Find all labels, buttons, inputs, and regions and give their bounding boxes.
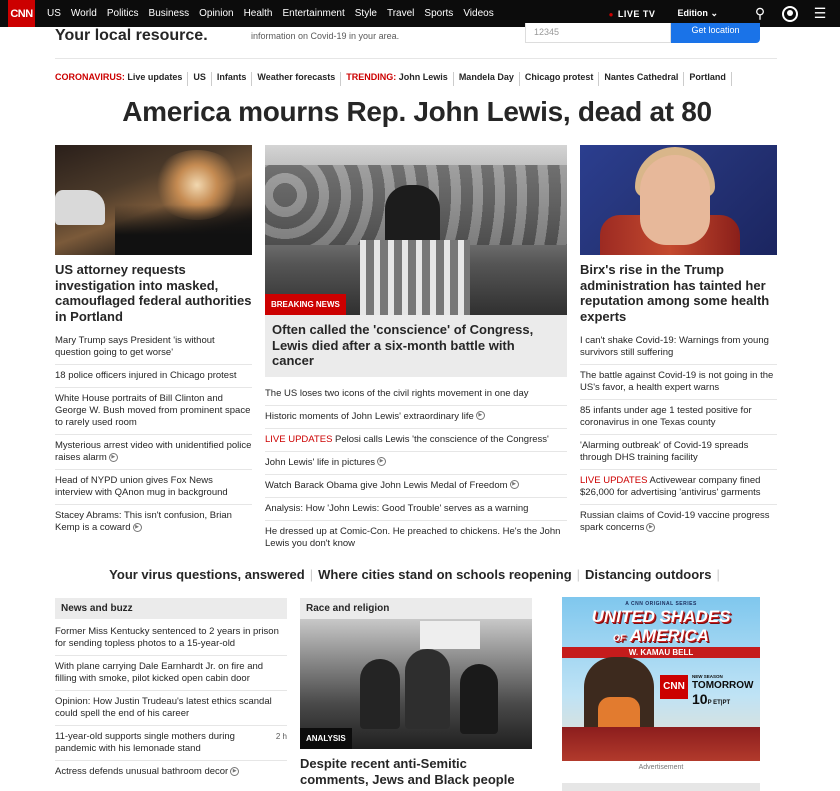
ad-time-suffix: P ET|PT bbox=[707, 700, 731, 706]
search-icon[interactable]: ⚲ bbox=[754, 5, 766, 21]
video-play-icon: ▶ bbox=[476, 411, 485, 420]
advertisement-label: Advertisement bbox=[638, 764, 684, 771]
ad-show-title bbox=[562, 607, 760, 648]
video-play-icon: ▶ bbox=[377, 457, 386, 466]
trend-weather[interactable]: Weather forecasts bbox=[252, 72, 341, 86]
ad-title-line1: UNITED SHADES bbox=[591, 607, 731, 626]
nav-link-us[interactable]: US bbox=[47, 8, 61, 19]
right-lead-title[interactable]: Birx's rise in the Trump administration has tainted her reputation among some health experts bbox=[580, 262, 770, 324]
list-item[interactable]: With plane carrying Dale Earnhardt Jr. on fire and filling with smoke, pilot kicked open cabin door bbox=[55, 655, 287, 690]
list-item[interactable]: 18 police officers injured in Chicago protest bbox=[55, 364, 252, 387]
trend-portland[interactable]: Portland bbox=[684, 72, 732, 86]
live-tv-link[interactable] bbox=[609, 9, 656, 19]
get-location-button[interactable]: Get location bbox=[671, 23, 760, 43]
local-resource-bar bbox=[55, 27, 777, 59]
right-column bbox=[580, 145, 777, 539]
mid-list bbox=[265, 385, 567, 555]
mid-feature-box bbox=[265, 315, 567, 377]
breaking-news-badge: BREAKING NEWS bbox=[265, 294, 346, 315]
list-item[interactable] bbox=[55, 760, 287, 783]
list-item[interactable]: The US loses two icons of the civil rights movement in one day bbox=[265, 387, 529, 399]
edition-selector[interactable] bbox=[677, 8, 718, 19]
nav-link-business[interactable]: Business bbox=[148, 8, 190, 19]
list-item[interactable]: Analysis: How 'John Lewis: Good Trouble' serves as a warning bbox=[265, 497, 567, 520]
ad-time-hour: 10 bbox=[692, 691, 708, 707]
list-item[interactable]: 'Alarming outbreak' of Covid-19 spreads through DHS training facility bbox=[580, 434, 777, 469]
middle-column bbox=[265, 145, 567, 555]
ad-new-season: NEW SEASON bbox=[692, 674, 723, 679]
ad-title-line2: OF bbox=[613, 633, 626, 643]
left-column bbox=[55, 145, 252, 539]
list-item[interactable]: I can't shake Covid-19: Warnings from young survivors still suffering bbox=[580, 335, 769, 358]
ad-tomorrow: TOMORROW bbox=[692, 680, 754, 691]
coronavirus-item: Live updates bbox=[127, 72, 183, 82]
list-item[interactable]: The battle against Covid-19 is not going in the US's favor, a health expert warns bbox=[580, 364, 777, 399]
user-account-icon[interactable] bbox=[782, 6, 798, 22]
list-item-text: Russian claims of Covid-19 vaccine progress spark concerns bbox=[580, 510, 770, 533]
trend-chicago[interactable]: Chicago protest bbox=[520, 72, 600, 86]
nav-link-world[interactable]: World bbox=[70, 8, 97, 19]
question-link[interactable]: Your virus questions, answered bbox=[109, 567, 305, 582]
separator: | bbox=[576, 567, 581, 582]
news-buzz-list bbox=[55, 623, 287, 783]
list-item-text: Mysterious arrest video with unidentified police raises alarm bbox=[55, 440, 252, 463]
john-lewis-image[interactable] bbox=[265, 145, 567, 315]
list-item[interactable]: Head of NYPD union gives Fox News interview with QAnon mug in background bbox=[55, 469, 252, 504]
trend-mandela[interactable]: Mandela Day bbox=[454, 72, 520, 86]
chevron-down-icon: ⌄ bbox=[710, 8, 718, 18]
trending-label: TRENDING: bbox=[346, 72, 397, 82]
mid-lead-title[interactable]: Often called the 'conscience' of Congress, Lewis died after a six-month battle with cancer bbox=[272, 322, 534, 368]
list-item-text: Pelosi calls Lewis 'the conscience of the Congress' bbox=[335, 433, 549, 445]
ad-time bbox=[692, 691, 730, 707]
cnn-logo[interactable]: CNN bbox=[8, 0, 35, 27]
list-item[interactable] bbox=[580, 469, 777, 504]
person-shape bbox=[405, 649, 450, 729]
list-item-text: Stacey Abrams: This isn't confusion, Brian Kemp is a coward bbox=[55, 510, 232, 533]
trend-john-lewis[interactable] bbox=[341, 72, 454, 86]
list-item[interactable] bbox=[265, 405, 567, 428]
questions-bar bbox=[0, 567, 834, 582]
person-shape bbox=[360, 659, 400, 729]
microphones-shape bbox=[360, 240, 470, 315]
nav-link-travel[interactable]: Travel bbox=[386, 8, 415, 19]
zip-input[interactable]: 12345 bbox=[525, 23, 671, 43]
separator: | bbox=[716, 567, 720, 582]
ad-cnn-logo: CNN bbox=[660, 675, 688, 699]
race-religion-title[interactable]: Despite recent anti-Semitic comments, Jews and Black people bbox=[300, 756, 515, 787]
advertisement-banner[interactable] bbox=[562, 597, 760, 761]
video-play-icon: ▶ bbox=[109, 453, 118, 462]
question-link[interactable]: Distancing outdoors bbox=[585, 567, 712, 582]
ad-floor-shape bbox=[562, 727, 760, 761]
trend-coronavirus[interactable] bbox=[55, 72, 188, 86]
list-item[interactable]: 85 infants under age 1 tested positive for coronavirus in one Texas county bbox=[580, 399, 777, 434]
list-item[interactable]: Opinion: How Justin Trudeau's latest ethics scandal could spell the end of his career bbox=[55, 690, 287, 725]
nav-link-sports[interactable]: Sports bbox=[424, 8, 454, 19]
live-updates-label: LIVE UPDATES bbox=[265, 433, 333, 445]
list-item-text: Actress defends unusual bathroom decor bbox=[55, 766, 229, 777]
question-link[interactable]: Where cities stand on schools reopening bbox=[318, 567, 572, 582]
list-item-text: Activewear company fined $26,000 for advertising 'antivirus' garments bbox=[580, 475, 761, 498]
race-religion-image[interactable] bbox=[300, 619, 532, 749]
news-buzz-section bbox=[55, 598, 287, 783]
video-play-icon: ▶ bbox=[230, 767, 239, 776]
live-tv-label: LIVE TV bbox=[617, 8, 656, 19]
left-lead-title[interactable]: US attorney requests investigation into masked, camouflaged federal authorities in Portland bbox=[55, 262, 252, 324]
video-play-icon: ▶ bbox=[646, 523, 655, 532]
portland-protest-image[interactable] bbox=[55, 145, 252, 255]
video-play-icon: ▶ bbox=[133, 523, 142, 532]
crowd-shape bbox=[115, 205, 252, 255]
local-title: Your local resource. bbox=[55, 27, 208, 44]
ad-series-label: A CNN ORIGINAL SERIES bbox=[625, 601, 697, 607]
nav-link-politics[interactable]: Politics bbox=[106, 8, 139, 19]
trend-us[interactable]: US bbox=[188, 72, 212, 86]
nav-link-opinion[interactable]: Opinion bbox=[199, 8, 234, 19]
ad-host: W. KAMAU BELL bbox=[562, 647, 760, 658]
race-religion-heading[interactable]: Race and religion bbox=[300, 598, 532, 619]
ad-title-line3: AMERICA bbox=[629, 626, 709, 645]
live-dot-icon: ● bbox=[608, 9, 614, 19]
list-item-text: Historic moments of John Lewis' extraordinary life bbox=[265, 410, 474, 422]
list-item[interactable] bbox=[265, 451, 567, 474]
news-buzz-heading[interactable]: News and buzz bbox=[55, 598, 287, 619]
analysis-badge: ANALYSIS bbox=[300, 728, 352, 749]
trend-nantes[interactable]: Nantes Cathedral bbox=[599, 72, 684, 86]
list-item[interactable] bbox=[265, 474, 567, 497]
sign-shape bbox=[420, 621, 480, 649]
separator: | bbox=[309, 567, 314, 582]
list-item[interactable]: White House portraits of Bill Clinton and George W. Bush moved from prominent space to rarely used room bbox=[55, 387, 252, 434]
list-item[interactable] bbox=[265, 428, 567, 451]
birx-image[interactable] bbox=[580, 145, 777, 255]
video-play-icon: ▶ bbox=[510, 480, 519, 489]
list-item-text: 11-year-old supports single mothers during pandemic with his lemonade stand bbox=[55, 731, 235, 754]
nav-links bbox=[47, 8, 504, 19]
local-subtitle: information on Covid-19 in your area. bbox=[251, 31, 400, 41]
timestamp: 2 h bbox=[275, 732, 287, 741]
nav-link-entertainment[interactable]: Entertainment bbox=[282, 8, 345, 19]
hamburger-menu-icon[interactable]: ☰ bbox=[813, 5, 827, 21]
race-religion-section bbox=[300, 598, 532, 787]
nav-link-health[interactable]: Health bbox=[243, 8, 273, 19]
right-list bbox=[580, 332, 777, 539]
live-updates-label: LIVE UPDATES bbox=[580, 475, 648, 486]
coronavirus-label: CORONAVIRUS: bbox=[55, 72, 125, 82]
next-ad-peek bbox=[562, 783, 760, 791]
car-shape bbox=[55, 190, 105, 225]
left-list bbox=[55, 332, 252, 539]
list-item[interactable] bbox=[55, 725, 287, 760]
list-item[interactable]: He dressed up at Comic-Con. He preached to chickens. He's the John Lewis you don't know bbox=[265, 520, 567, 555]
trend-infants[interactable]: Infants bbox=[212, 72, 253, 86]
list-item[interactable] bbox=[55, 434, 252, 469]
face-shape bbox=[640, 155, 710, 245]
list-item-text: Watch Barack Obama give John Lewis Medal of Freedom bbox=[265, 479, 508, 491]
trending-bar bbox=[55, 72, 732, 86]
trending-item: John Lewis bbox=[398, 72, 448, 82]
main-headline[interactable]: America mourns Rep. John Lewis, dead at 80 bbox=[122, 96, 712, 127]
list-item[interactable]: Former Miss Kentucky sentenced to 2 years in prison for sending topless photos to a 15-year-old bbox=[55, 626, 279, 649]
list-item[interactable] bbox=[580, 504, 777, 539]
list-item[interactable] bbox=[55, 504, 252, 539]
list-item-text: John Lewis' life in pictures bbox=[265, 456, 376, 468]
person-shape bbox=[460, 664, 498, 734]
nav-link-videos[interactable]: Videos bbox=[463, 8, 494, 19]
edition-label: Edition bbox=[677, 8, 708, 18]
nav-link-style[interactable]: Style bbox=[354, 8, 377, 19]
list-item[interactable]: Mary Trump says President 'is without question going to get worse' bbox=[55, 335, 215, 358]
